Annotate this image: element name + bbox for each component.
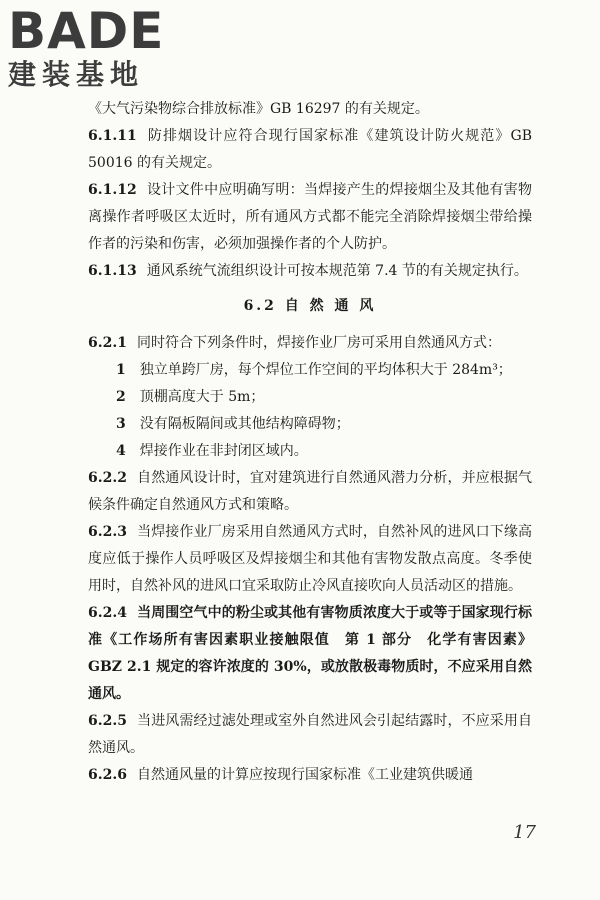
item-number: 1 [116,362,126,378]
logo-subtitle: 建装基地 [8,58,145,91]
clause-number: 6.2.6 [88,767,127,783]
document-body [88,96,532,789]
list-item [88,357,532,384]
clause-6-2-2 [88,465,532,519]
clause-number: 6.2.4 [88,605,127,621]
clause-6-2-5 [88,708,532,762]
clause-number: 6.2.1 [88,335,127,351]
clause-text: 当进风需经过滤处理或室外自然进风会引起结露时，不应采用自然通风。 [88,713,532,756]
clause-number: 6.1.13 [88,263,137,279]
clause-6-2-4 [88,600,532,708]
item-text: 独立单跨厂房，每个焊位工作空间的平均体积大于 284m³； [139,362,512,378]
clause-6-2-1 [88,330,532,357]
clause-text: 自然通风量的计算应按现行国家标准《工业建筑供暖通 [136,767,473,783]
clause-6-1-12 [88,177,532,258]
clause-text: 当周围空气中的粉尘或其他有害物质浓度大于或等于国家现行标准《工作场所有害因素职业接触限值 第 1 部分 化学有害因素》GBZ 2.1 规定的容许浓度的 30%，或放散极毒物质时，不应采用自然通风。 [88,605,532,702]
clause-6-2-3 [88,519,532,600]
clause-text: 自然通风设计时，宜对建筑进行自然通风潜力分析，并应根据气候条件确定自然通风方式和策略。 [88,470,532,513]
clause-number: 6.1.12 [88,182,137,198]
clause-text: 同时符合下列条件时，焊接作业厂房可采用自然通风方式： [136,335,501,351]
clause-text: 当焊接作业厂房采用自然通风方式时，自然补风的进风口下缘高度应低于操作人员呼吸区及焊接烟尘和其他有害物发散点高度。冬季使用时，自然补风的进风口宜采取防止冷风直接吹向人员活动区的措施。 [88,524,532,594]
clause-text: 防排烟设计应符合现行国家标准《建筑设计防火规范》GB 50016 的有关规定。 [88,128,532,171]
paragraph-continuation [88,96,532,123]
clause-text: 设计文件中应明确写明：当焊接产生的焊接烟尘及其他有害物离操作者呼吸区太近时，所有通风方式都不能完全消除焊接烟尘带给操作者的污染和伤害，必须加强操作者的个人防护。 [88,182,532,252]
clause-6-1-11 [88,123,532,177]
page-number: 17 [513,822,536,843]
clause-number: 6.2.5 [88,713,127,729]
item-number: 4 [116,443,126,459]
clause-number: 6.2.2 [88,470,127,486]
clause-text: 通风系统气流组织设计可按本规范第 7.4 节的有关规定执行。 [146,263,528,279]
site-logo [8,2,165,91]
list-item [88,438,532,465]
item-number: 3 [116,416,126,432]
clause-number: 6.1.11 [88,128,137,144]
clause-6-2-6 [88,762,532,789]
clause-number: 6.2.3 [88,524,127,540]
clause-6-1-13 [88,258,532,285]
section-title: 6.2 自 然 通 风 [243,298,377,314]
paragraph-text: 《大气污染物综合排放标准》GB 16297 的有关规定。 [88,101,429,117]
item-number: 2 [116,389,126,405]
item-text: 没有隔板隔间或其他结构障碍物； [139,416,350,432]
list-item [88,384,532,411]
logo-brand-text: BADE [8,2,165,60]
item-text: 顶棚高度大于 5m； [139,389,265,405]
item-text: 焊接作业在非封闭区域内。 [139,443,308,459]
list-item [88,411,532,438]
